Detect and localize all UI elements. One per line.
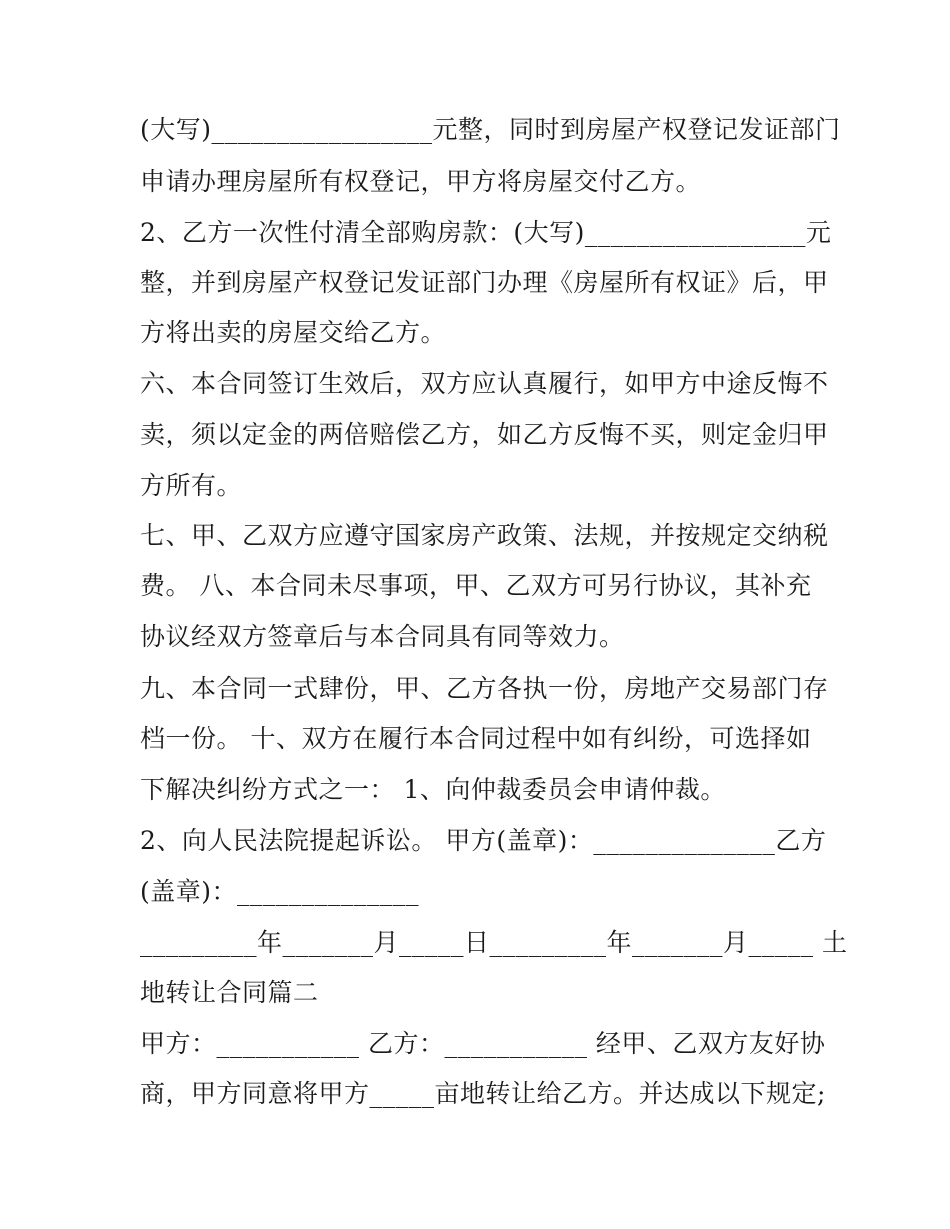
text-line: 七、甲、乙双方应遵守国家房产政策、法规，并按规定交纳税 [140, 521, 829, 550]
text-line: 甲方：___________ 乙方：___________ 经甲、乙双方友好协 [140, 1029, 826, 1058]
text-line: 地转让合同篇二 [140, 978, 319, 1007]
text-line: 六、本合同签订生效后，双方应认真履行，如甲方中途反悔不 [140, 369, 829, 398]
text-line: (盖章)：______________ [140, 877, 420, 906]
text-line: 下解决纠纷方式之一： 1、向仲裁委员会申请仲裁。 [140, 775, 726, 804]
text-line: 档一份。 十、双方在履行本合同过程中如有纠纷，可选择如 [140, 724, 812, 753]
text-line: 方将出卖的房屋交给乙方。 [140, 318, 447, 347]
text-line: 费。 八、本合同未尽事项，甲、乙双方可另行协议，其补充 [140, 571, 812, 600]
text-line: 2、向人民法院提起诉讼。 甲方(盖章)：______________乙方 [140, 826, 827, 855]
text-line: 协议经双方签章后与本合同具有同等效力。 [140, 622, 625, 651]
text-line: 2、乙方一次性付清全部购房款：(大写)_________________元 [140, 218, 832, 247]
text-line: 申请办理房屋所有权登记，甲方将房屋交付乙方。 [140, 167, 702, 196]
text-line: 卖，须以定金的两倍赔偿乙方，如乙方反悔不买，则定金归甲 [140, 420, 829, 449]
text-line: 方所有。 [140, 471, 243, 500]
text-line: 商，甲方同意将甲方_____亩地转让给乙方。并达成以下规定; [140, 1079, 826, 1108]
text-line: 九、本合同一式肆份，甲、乙方各执一份，房地产交易部门存 [140, 674, 829, 703]
text-line: 整，并到房屋产权登记发证部门办理《房屋所有权证》后，甲 [140, 268, 829, 297]
text-line: _________年_______月_____日_________年_______月_____ 土 [140, 928, 848, 957]
text-line: (大写)_________________元整，同时到房屋产权登记发证部门 [140, 115, 841, 144]
